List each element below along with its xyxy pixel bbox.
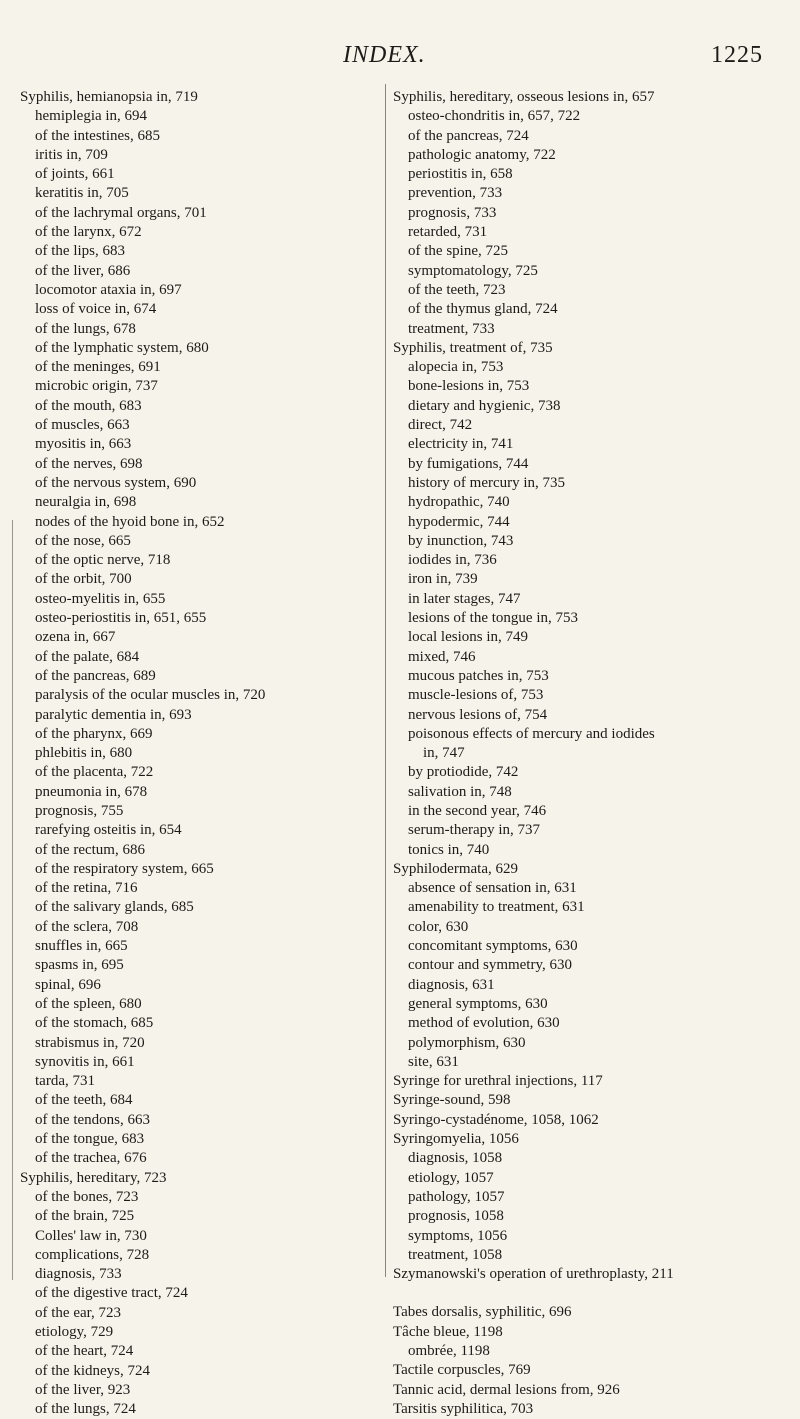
index-subentry: Colles' law in, 730 (35, 1227, 147, 1244)
index-subentry: treatment, 1058 (408, 1246, 503, 1263)
index-subentry: direct, 742 (408, 417, 473, 434)
index-subentry: of the trachea, 676 (35, 1150, 147, 1167)
index-subentry: ombrée, 1198 (408, 1343, 490, 1359)
index-heading-entry: Szymanowski's operation of urethroplasty, 211 (393, 1266, 674, 1283)
index-subentry: local lesions in, 749 (408, 629, 528, 646)
index-subentry: iodides in, 736 (408, 552, 497, 569)
index-subentry: prognosis, 733 (408, 204, 497, 221)
index-heading-entry: Syphilodermata, 629 (393, 860, 518, 877)
index-subentry: myositis in, 663 (35, 436, 132, 453)
index-subentry: in the second year, 746 (408, 802, 547, 819)
index-subentry: of joints, 661 (35, 166, 115, 183)
index-subentry: method of evolution, 630 (408, 1015, 560, 1032)
index-subentry: treatment, 733 (408, 320, 495, 337)
index-subentry: electricity in, 741 (408, 436, 514, 453)
index-subentry: lesions of the tongue in, 753 (408, 610, 578, 627)
index-subentry: of the retina, 716 (35, 880, 138, 897)
index-subentry: of the intestines, 685 (35, 127, 160, 144)
index-subentry: prognosis, 755 (35, 802, 124, 819)
index-subentry: bone-lesions in, 753 (408, 378, 530, 395)
index-heading-entry: Syphilis, hereditary, 723 (20, 1169, 167, 1186)
index-subentry: muscle-lesions of, 753 (408, 687, 544, 704)
index-subentry: serum-therapy in, 737 (408, 822, 541, 839)
index-subentry: of the teeth, 684 (35, 1092, 133, 1109)
index-subentry: mucous patches in, 753 (408, 667, 549, 684)
index-subentry: etiology, 729 (35, 1324, 114, 1340)
index-subentry: locomotor ataxia in, 697 (35, 281, 182, 298)
index-subentry: hypodermic, 744 (408, 513, 510, 530)
index-subentry: strabismus in, 720 (35, 1034, 145, 1051)
index-subentry: of the nervous system, 690 (35, 474, 197, 491)
index-subentry: of the lungs, 678 (35, 320, 136, 337)
index-heading-entry: Syringo-cystadénome, 1058, 1062 (393, 1111, 599, 1128)
index-subentry: in, 747 (423, 745, 465, 762)
index-subentry: of the teeth, 723 (408, 281, 506, 298)
index-heading-entry: Syringomyelia, 1056 (393, 1131, 519, 1148)
index-heading-entry: Tabes dorsalis, syphilitic, 696 (393, 1304, 572, 1321)
index-subentry: concomitant symptoms, 630 (408, 938, 578, 955)
index-subentry: of the kidneys, 724 (35, 1362, 150, 1379)
index-subentry: etiology, 1057 (408, 1169, 494, 1186)
index-heading-entry: Tarsitis syphilitica, 703 (393, 1400, 534, 1417)
index-subentry: site, 631 (408, 1053, 459, 1070)
index-subentry: nodes of the hyoid bone in, 652 (35, 513, 225, 530)
index-subentry: of the lips, 683 (35, 243, 125, 260)
index-subentry: poisonous effects of mercury and iodides (408, 725, 655, 742)
index-subentry: general symptoms, 630 (408, 995, 548, 1012)
index-subentry: contour and symmetry, 630 (408, 957, 572, 974)
index-subentry: periostitis in, 658 (408, 166, 513, 183)
index-subentry: of the mouth, 683 (35, 397, 142, 414)
index-heading-entry: Syringe-sound, 598 (393, 1092, 511, 1109)
index-subentry: of the salivary glands, 685 (35, 899, 194, 916)
index-subentry: of the optic nerve, 718 (35, 552, 171, 569)
index-subentry: of the liver, 686 (35, 262, 131, 279)
index-subentry: color, 630 (408, 918, 469, 935)
index-subentry: of the larynx, 672 (35, 224, 142, 241)
section-gap (393, 1284, 788, 1303)
index-subentry: diagnosis, 733 (35, 1266, 122, 1283)
index-subentry: osteo-periostitis in, 651, 655 (35, 610, 207, 627)
index-subentry: of the placenta, 722 (35, 764, 154, 781)
index-subentry: of the stomach, 685 (35, 1015, 154, 1032)
index-subentry: paralysis of the ocular muscles in, 720 (35, 687, 266, 704)
index-subentry: tonics in, 740 (408, 841, 490, 858)
index-subentry: mixed, 746 (408, 648, 476, 665)
index-subentry: tarda, 731 (35, 1073, 95, 1090)
index-heading-entry: Tâche bleue, 1198 (393, 1323, 503, 1340)
index-subentry: keratitis in, 705 (35, 185, 129, 202)
index-subentry: synovitis in, 661 (35, 1053, 135, 1070)
index-subentry: loss of voice in, 674 (35, 301, 157, 318)
index-subentry: of the pharynx, 669 (35, 725, 153, 742)
index-heading-entry: Syringe for urethral injections, 117 (393, 1073, 603, 1090)
index-heading-entry: Syphilis, treatment of, 735 (393, 339, 553, 356)
index-subentry: prognosis, 1058 (408, 1208, 504, 1225)
index-heading-entry: Tactile corpuscles, 769 (393, 1362, 531, 1379)
index-subentry: of the lachrymal organs, 701 (35, 204, 207, 221)
index-subentry: of the lymphatic system, 680 (35, 339, 209, 356)
index-subentry: in later stages, 747 (408, 590, 521, 607)
index-subentry: of the digestive tract, 724 (35, 1285, 188, 1302)
index-subentry: iritis in, 709 (35, 146, 108, 163)
index-subentry: by protiodide, 742 (408, 764, 519, 781)
page-title: INDEX. (343, 42, 426, 68)
index-subentry: salivation in, 748 (408, 783, 512, 800)
index-subentry: of the spleen, 680 (35, 995, 142, 1012)
index-subentry: retarded, 731 (408, 224, 488, 241)
index-heading-entry: Syphilis, hemianopsia in, 719 (20, 89, 198, 105)
index-subentry: of the sclera, 708 (35, 918, 139, 935)
index-subentry: alopecia in, 753 (408, 359, 504, 376)
index-column-left (20, 88, 392, 1419)
index-subentry: microbic origin, 737 (35, 378, 158, 395)
index-subentry: rarefying osteitis in, 654 (35, 822, 182, 839)
index-subentry: nervous lesions of, 754 (408, 706, 548, 723)
index-subentry: of the nose, 665 (35, 532, 131, 549)
index-subentry: phlebitis in, 680 (35, 745, 133, 762)
index-subentry: of the bones, 723 (35, 1188, 139, 1205)
index-subentry: iron in, 739 (408, 571, 478, 588)
index-subentry: neuralgia in, 698 (35, 494, 137, 511)
page-number: 1225 (711, 42, 763, 68)
index-subentry: by fumigations, 744 (408, 455, 529, 472)
index-subentry: pathology, 1057 (408, 1188, 505, 1205)
index-subentry: diagnosis, 631 (408, 976, 495, 993)
index-subentry: of the respiratory system, 665 (35, 860, 214, 877)
index-subentry: of the brain, 725 (35, 1208, 135, 1225)
index-heading-entry: Syphilis, hereditary, osseous lesions in, 657 (393, 89, 655, 105)
index-subentry: of the ear, 723 (35, 1304, 122, 1321)
index-subentry: of the pancreas, 724 (408, 127, 529, 144)
index-subentry: ozena in, 667 (35, 629, 116, 646)
index-subentry: snuffles in, 665 (35, 938, 128, 955)
index-subentry: of the pancreas, 689 (35, 667, 156, 684)
index-subentry: pathologic anatomy, 722 (408, 146, 556, 163)
index-subentry: dietary and hygienic, 738 (408, 397, 561, 414)
index-heading-entry: Tannic acid, dermal lesions from, 926 (393, 1381, 620, 1398)
index-subentry: by inunction, 743 (408, 532, 514, 549)
index-subentry: osteo-chondritis in, 657, 722 (408, 108, 581, 125)
index-subentry: spinal, 696 (35, 976, 101, 993)
index-subentry: diagnosis, 1058 (408, 1150, 503, 1167)
index-subentry: paralytic dementia in, 693 (35, 706, 192, 723)
index-subentry: history of mercury in, 735 (408, 474, 566, 491)
index-subentry: of muscles, 663 (35, 417, 130, 434)
index-subentry: of the nerves, 698 (35, 455, 143, 472)
index-subentry: of the lungs, 724 (35, 1401, 136, 1418)
index-subentry: polymorphism, 630 (408, 1034, 526, 1051)
index-subentry: of the tendons, 663 (35, 1111, 150, 1128)
index-subentry: of the tongue, 683 (35, 1131, 145, 1148)
margin-line (12, 520, 13, 1280)
index-column-right (393, 88, 788, 1419)
index-subentry: complications, 728 (35, 1246, 150, 1263)
index-subentry: spasms in, 695 (35, 957, 124, 974)
index-subentry: of the meninges, 691 (35, 359, 161, 376)
index-subentry: of the spine, 725 (408, 243, 508, 260)
index-subentry: osteo-myelitis in, 655 (35, 590, 166, 607)
index-subentry: of the rectum, 686 (35, 841, 145, 858)
index-subentry: prevention, 733 (408, 185, 503, 202)
page-header (0, 40, 800, 74)
index-subentry: hemiplegia in, 694 (35, 108, 148, 125)
index-subentry: symptoms, 1056 (408, 1227, 508, 1244)
index-subentry: absence of sensation in, 631 (408, 880, 577, 897)
index-subentry: of the liver, 923 (35, 1381, 131, 1398)
index-subentry: of the heart, 724 (35, 1343, 134, 1360)
index-subentry: of the thymus gland, 724 (408, 301, 558, 318)
index-subentry: of the orbit, 700 (35, 571, 132, 588)
index-subentry: hydropathic, 740 (408, 494, 510, 511)
index-subentry: amenability to treatment, 631 (408, 899, 585, 916)
index-subentry: symptomatology, 725 (408, 262, 538, 279)
index-subentry: pneumonia in, 678 (35, 783, 148, 800)
index-subentry: of the palate, 684 (35, 648, 140, 665)
